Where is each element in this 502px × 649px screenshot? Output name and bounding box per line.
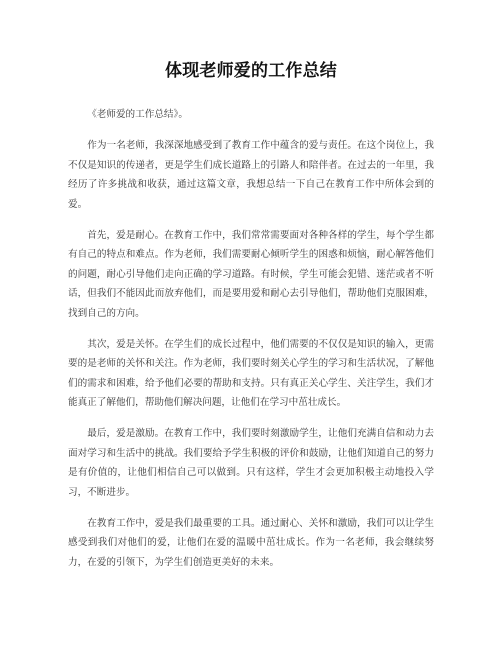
paragraph-care: 其次，爱是关怀。在学生们的成长过程中，他们需要的不仅仅是知识的输入，更需要的是老师的关怀和关注。作为老师，我们要时刻关心学生的学习和生活状况，了解他们的需求和困难，给予他们必要的帮助和支持。只有真正关心学生、关注学生，我们才能真正了解他们，帮助他们解决问题，让他们在学习中茁壮成长。 <box>68 338 434 408</box>
document-body <box>68 105 434 572</box>
document-title: 体现老师爱的工作总结 <box>165 61 337 81</box>
paragraph-encouragement: 最后，爱是激励。在教育工作中，我们要时刻激励学生，让他们充满自信和动力去面对学习和生活中的挑战。我们要给予学生积极的评价和鼓励，让他们知道自己的努力是有价值的，让他们相信自己可以做到。只有这样，学生才会更加积极主动地投入学习，不断进步。 <box>68 428 434 498</box>
paragraph-opening: 作为一名老师，我深深地感受到了教育工作中蕴含的爱与责任。在这个岗位上，我不仅是知识的传递者，更是学生们成长道路上的引路人和陪伴者。在过去的一年里，我经历了许多挑战和收获，通过这篇文章，我想总结一下自己在教育工作中所体会到的爱。 <box>68 140 434 210</box>
paragraph-patience: 首先，爱是耐心。在教育工作中，我们常常需要面对各种各样的学生，每个学生都有自己的特点和难点。作为老师，我们需要耐心倾听学生的困惑和烦恼，耐心解答他们的问题，耐心引导他们走向正确的学习道路。有时候，学生可能会犯错、迷茫或者不听话，但我们不能因此而放弃他们，而是要用爱和耐心去引导他们，帮助他们克服困难，找到自己的方向。 <box>68 229 434 319</box>
paragraph-conclusion: 在教育工作中，爱是我们最重要的工具。通过耐心、关怀和激励，我们可以让学生感受到我们对他们的爱，让他们在爱的温暖中茁壮成长。作为一名老师，我会继续努力，在爱的引领下，为学生们创造更美好的未来。 <box>68 517 434 568</box>
paragraph-intro: 《老师爱的工作总结》。 <box>87 109 188 120</box>
